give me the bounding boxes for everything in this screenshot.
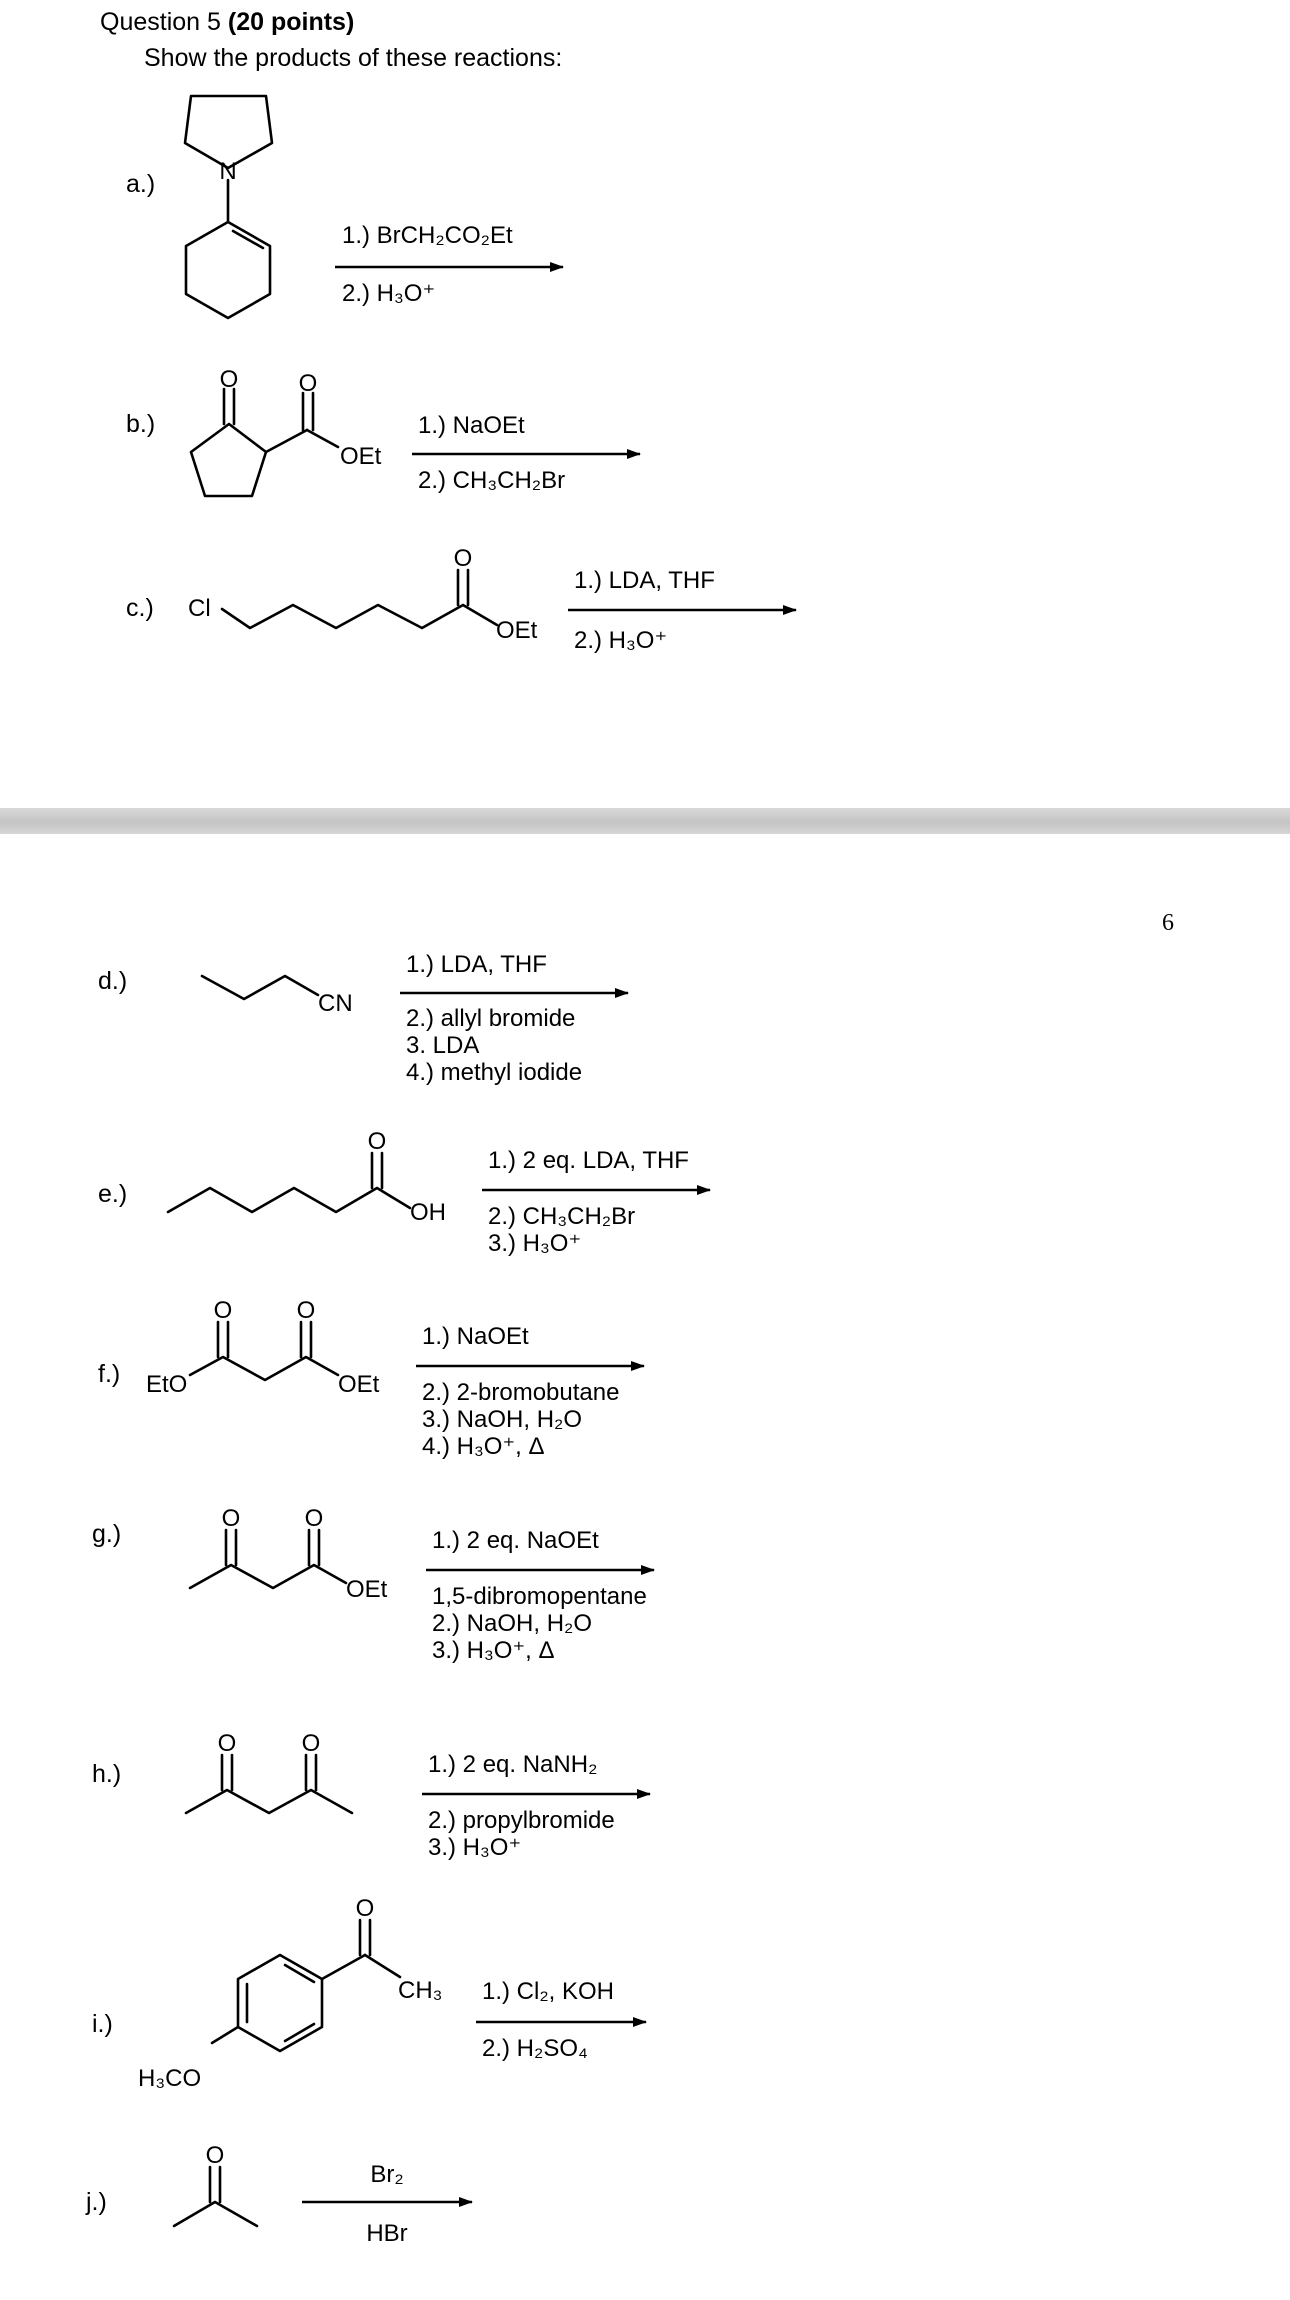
conditions-d xyxy=(400,951,628,1086)
atom-o1-g: O xyxy=(221,1505,241,1532)
cond-e-2: 2.) CH₃CH₂Br xyxy=(488,1203,636,1230)
cond-h-2: 2.) propylbromide xyxy=(428,1807,615,1834)
group-oet-f: OEt xyxy=(338,1371,380,1398)
atom-o1-h: O xyxy=(217,1730,237,1757)
conditions-i xyxy=(476,1978,646,2062)
structure-e xyxy=(168,1128,446,1226)
label-a: a.) xyxy=(126,170,156,198)
structure-f xyxy=(146,1297,380,1398)
group-oet-c: OEt xyxy=(496,617,538,644)
question-instruction: Show the products of these reactions: xyxy=(144,44,563,72)
conditions-j xyxy=(302,2161,472,2247)
label-h: h.) xyxy=(92,1760,122,1788)
atom-n-a: N xyxy=(219,158,237,185)
group-cn-d: CN xyxy=(318,990,353,1017)
group-h3co-i: H₃CO xyxy=(138,2065,202,2092)
atom-cl-c: Cl xyxy=(188,595,211,622)
label-f: f.) xyxy=(98,1360,121,1388)
cond-i-1: 1.) Cl₂, KOH xyxy=(482,1978,614,2005)
cond-d-2: 2.) allyl bromide xyxy=(406,1005,576,1032)
cond-d-1: 1.) LDA, THF xyxy=(406,951,547,978)
cond-f-4: 4.) H₃O⁺, Δ xyxy=(422,1433,545,1460)
cond-g-1b: 1,5-dibromopentane xyxy=(432,1583,647,1610)
conditions-a xyxy=(335,222,563,307)
structure-c xyxy=(188,545,538,644)
atom-o-c: O xyxy=(453,545,473,572)
group-oet-b: OEt xyxy=(340,443,382,470)
conditions-e xyxy=(482,1147,710,1257)
atom-o-e: O xyxy=(367,1128,387,1155)
atom-o2-g: O xyxy=(304,1505,324,1532)
cond-j-above: Br₂ xyxy=(370,2161,404,2188)
group-ch3-i: CH₃ xyxy=(398,1977,443,2004)
page-number: 6 xyxy=(1162,910,1174,936)
cond-a-2: 2.) H₃O⁺ xyxy=(342,280,436,307)
atom-o1-b: O xyxy=(219,366,239,393)
question-prefix: Question 5 xyxy=(100,8,221,36)
structure-g xyxy=(190,1505,388,1603)
cond-h-3: 3.) H₃O⁺ xyxy=(428,1834,522,1861)
atom-o2-h: O xyxy=(301,1730,321,1757)
atom-o2-f: O xyxy=(296,1297,316,1324)
cond-f-2: 2.) 2-bromobutane xyxy=(422,1379,620,1406)
structure-h xyxy=(186,1730,352,1813)
label-i: i.) xyxy=(92,2010,113,2038)
label-j: j.) xyxy=(86,2188,107,2216)
structure-d xyxy=(202,976,353,1017)
cond-c-2: 2.) H₃O⁺ xyxy=(574,627,668,654)
cond-c-1: 1.) LDA, THF xyxy=(574,567,715,594)
structure-j xyxy=(174,2142,257,2226)
group-oh-e: OH xyxy=(410,1199,446,1226)
conditions-b xyxy=(412,412,640,494)
atom-o1-f: O xyxy=(213,1297,233,1324)
group-eto-f: EtO xyxy=(146,1371,188,1398)
cond-f-1: 1.) NaOEt xyxy=(422,1323,529,1350)
atom-o2-b: O xyxy=(298,370,318,397)
conditions-h xyxy=(422,1751,650,1861)
cond-e-3: 3.) H₃O⁺ xyxy=(488,1230,582,1257)
cond-d-4: 4.) methyl iodide xyxy=(406,1059,583,1086)
cond-e-1: 1.) 2 eq. LDA, THF xyxy=(488,1147,689,1174)
cond-a-1: 1.) BrCH₂CO₂Et xyxy=(342,222,513,249)
label-g: g.) xyxy=(92,1520,122,1548)
structure-a xyxy=(185,96,272,318)
cond-h-1: 1.) 2 eq. NaNH₂ xyxy=(428,1751,598,1778)
cond-d-3: 3. LDA xyxy=(406,1032,480,1059)
atom-o-j: O xyxy=(205,2142,225,2169)
structure-i xyxy=(138,1895,442,2092)
group-oet-g: OEt xyxy=(346,1576,388,1603)
conditions-g xyxy=(426,1527,654,1664)
cond-j-below: HBr xyxy=(366,2220,408,2247)
label-c: c.) xyxy=(126,594,154,622)
cond-g-1: 1.) 2 eq. NaOEt xyxy=(432,1527,599,1554)
cond-b-2: 2.) CH₃CH₂Br xyxy=(418,467,566,494)
conditions-f xyxy=(416,1323,644,1460)
cond-f-3: 3.) NaOH, H₂O xyxy=(422,1406,583,1433)
cond-b-1: 1.) NaOEt xyxy=(418,412,525,439)
conditions-c xyxy=(568,567,796,654)
question-points: (20 points) xyxy=(227,8,355,36)
label-d: d.) xyxy=(98,967,128,995)
label-b: b.) xyxy=(126,410,156,438)
label-e: e.) xyxy=(98,1180,128,1208)
cond-i-2: 2.) H₂SO₄ xyxy=(482,2035,588,2062)
atom-o-i: O xyxy=(355,1895,375,1922)
structure-b xyxy=(191,366,382,496)
cond-g-3: 3.) H₃O⁺, Δ xyxy=(432,1637,555,1664)
cond-g-2: 2.) NaOH, H₂O xyxy=(432,1610,593,1637)
